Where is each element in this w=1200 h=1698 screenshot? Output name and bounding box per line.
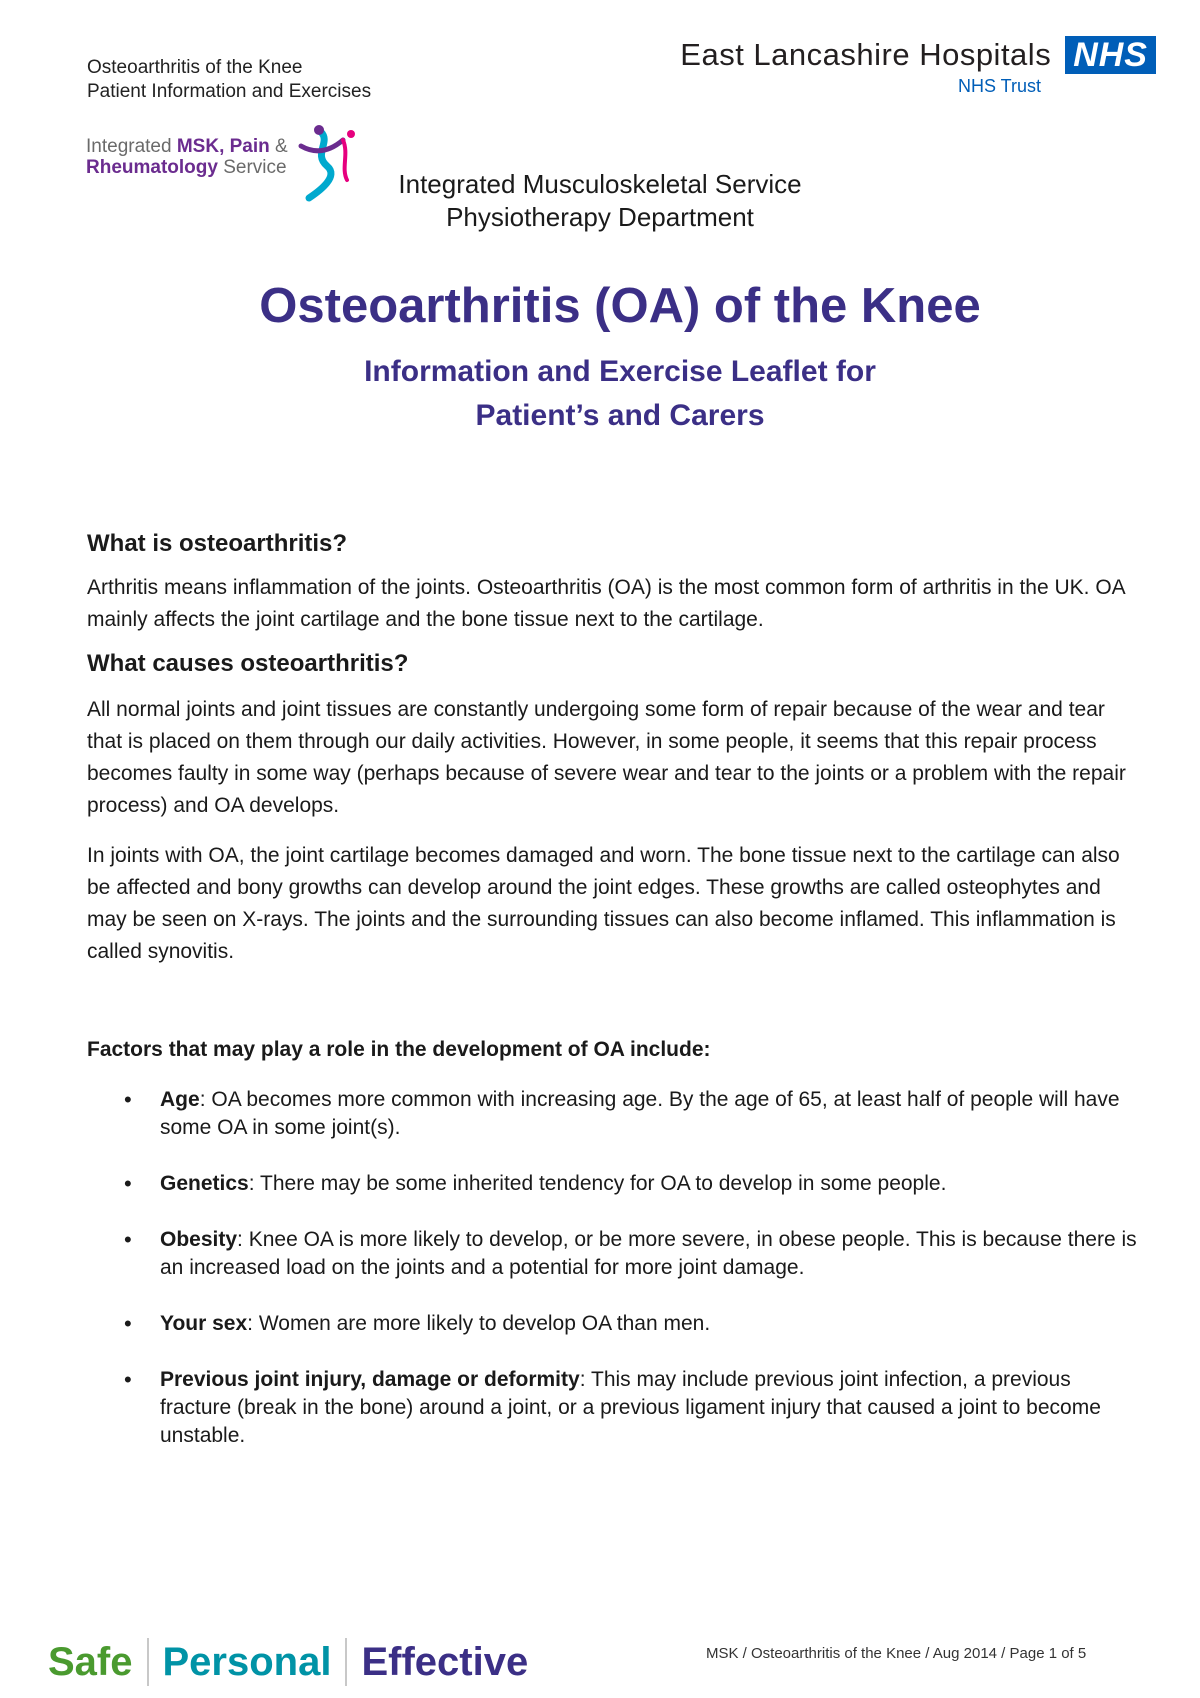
footer-reference: MSK / Osteoarthritis of the Knee / Aug 2014 / Page 1 of 5 [706,1645,1087,1662]
trust-name: East Lancashire Hospitals [680,37,1052,72]
value-effective: Effective [361,1639,529,1684]
paragraph-causes-2: In joints with OA, the joint cartilage becomes damaged and worn. The bone tissue next to the cartilage can also be affected and bony growths can develop around the joint edges. These growths are called osteophytes and may be seen on X-rays. The joints and the surrounding tissues can also become inflamed. This inflammation is called synovitis. [87,844,1120,963]
paragraph-what: Arthritis means inflammation of the joints. Osteoarthritis (OA) is the most common form of arthritis in the UK. OA mainly affects the joint cartilage and the bone tissue next to the cartilage. [87,576,1125,631]
value-divider [345,1638,347,1686]
list-item [160,1310,1137,1338]
service-line1: Integrated Musculoskeletal Service [398,169,802,199]
list-item [160,1366,1137,1450]
footer-values [48,1638,528,1686]
factor-text: : Knee OA is more likely to develop, or be more severe, in obese people. This is because there is an increased load on the joints and a potential for more joint damage. [160,1228,1137,1279]
service-line2: Physiotherapy Department [446,202,754,232]
page-subtitle [0,350,1200,438]
list-item [160,1170,1137,1198]
subtitle-line2: Patient’s and Carers [475,399,765,432]
msk-logo-text: Integrated MSK, Pain & Rheumatology Service [86,136,288,178]
factor-text: : There may be some inherited tendency for OA to develop in some people. [248,1172,947,1195]
trust-subtitle: NHS Trust [957,76,1041,96]
document-label-line2: Patient Information and Exercises [87,81,372,102]
factor-term: Age [160,1088,200,1111]
page-title: Osteoarthritis (OA) of the Knee [259,279,981,333]
factors-heading: Factors that may play a role in the development of OA include: [87,1038,711,1061]
factor-text: : Women are more likely to develop OA than men. [247,1312,711,1335]
factor-term: Previous joint injury, damage or deformity [160,1368,580,1391]
subtitle-line1: Information and Exercise Leaflet for [364,355,876,388]
factor-text: : This may include previous joint infection, a previous fracture (break in the bone) around a joint, or a previous ligament injury that caused a joint to become unstable. [160,1368,1101,1447]
factor-text: : OA becomes more common with increasing age. By the age of 65, at least half of people will have some OA in some joint(s). [160,1088,1120,1139]
trust-logo [680,36,1156,97]
value-personal: Personal [162,1639,332,1684]
main-content [87,530,1137,1478]
value-divider [147,1638,149,1686]
paragraph-causes-1: All normal joints and joint tissues are constantly undergoing some form of repair because of the wear and tear that is placed on them through our daily activities. However, in some people, it seems that this repair process becomes faulty in some way (perhaps because of severe wear and tear to the joints or a problem with the repair process) and OA develops. [87,698,1126,817]
list-item [160,1226,1137,1282]
factors-list [87,1086,1137,1450]
msk-service-logo [86,124,356,204]
msk-figure-icon [291,124,366,204]
document-label-line1: Osteoarthritis of the Knee [87,57,303,78]
section-heading-causes: What causes osteoarthritis? [87,650,409,677]
nhs-logo-icon: NHS [1065,36,1156,74]
factor-term: Your sex [160,1312,248,1335]
document-label [87,56,371,104]
service-department [370,168,830,234]
value-safe: Safe [48,1639,133,1684]
factor-term: Genetics [160,1172,249,1195]
list-item [160,1086,1137,1142]
factor-term: Obesity [160,1228,238,1251]
section-heading-what: What is osteoarthritis? [87,530,348,557]
